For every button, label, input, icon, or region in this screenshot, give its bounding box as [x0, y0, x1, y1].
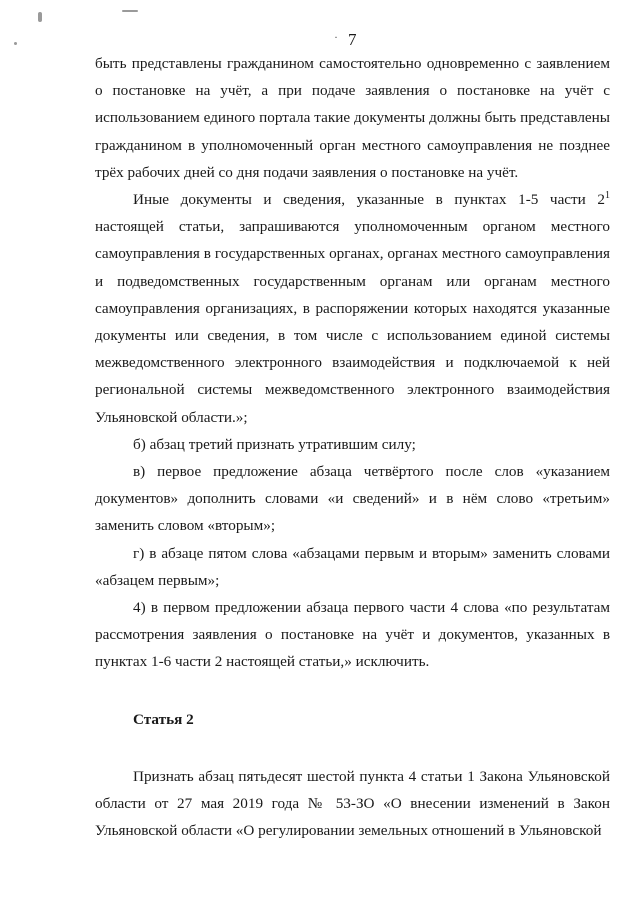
article-heading: Статья 2: [133, 710, 194, 728]
document-body: [95, 50, 610, 844]
paragraph: г) в абзаце пятом слова «абзацами первым и вторым» заменить словами «абзацем первым»;: [95, 544, 610, 589]
page-number: 7: [348, 30, 357, 49]
paragraph: 4) в первом предложении абзаца первого части 4 слова «по результатам рассмотрения заявления о постановке на учёт и документов, указанных в пунктах 1-6 части 2 настоящей статьи,» исключить.: [95, 599, 610, 671]
scan-mark: [14, 42, 17, 45]
paragraph-text: настоящей статьи, запрашиваются уполномоченным органом местного самоуправления в государственных органах, органах местного самоуправления и подведомственных государственным органам или органам местного самоуправления организациях, в распоряжении которых находятся указанные документы или сведения, в том числе с использованием единой системы межведомственного электронного взаимодействия и подключаемой к ней региональной системы межведомственного электронного взаимодействия Ульяновской области.»;: [95, 218, 610, 426]
page-number-dot: ·: [334, 30, 338, 44]
scan-mark: [122, 10, 138, 12]
paragraph: в) первое предложение абзаца четвёртого после слов «указанием документов» дополнить словами «и сведений» и в нём слово «третьим» заменить словом «вторым»;: [95, 463, 610, 535]
paragraph: [95, 186, 610, 431]
paragraph: б) абзац третий признать утратившим силу;: [133, 435, 416, 453]
scan-mark: [38, 12, 42, 22]
paragraph: быть представлены гражданином самостоятельно одновременно с заявлением о постановке на учёт, а при подаче заявления о постановке на учёт с использованием единого портала такие документы должны быть представлены гражданином в уполномоченный орган местного самоуправления не позднее трёх рабочих дней со дня подачи заявления о постановке на учёт.: [95, 55, 610, 181]
paragraph: Признать абзац пятьдесят шестой пункта 4 статьи 1 Закона Ульяновской области от 27 мая 2019 года № 53-ЗО «О внесении изменений в Закон Ульяновской области «О регулировании земельных отношений в Ульяновской: [95, 767, 610, 840]
superscript: 1: [605, 189, 610, 201]
paragraph-text: Иные документы и сведения, указанные в пунктах 1-5 части 2: [133, 191, 605, 209]
